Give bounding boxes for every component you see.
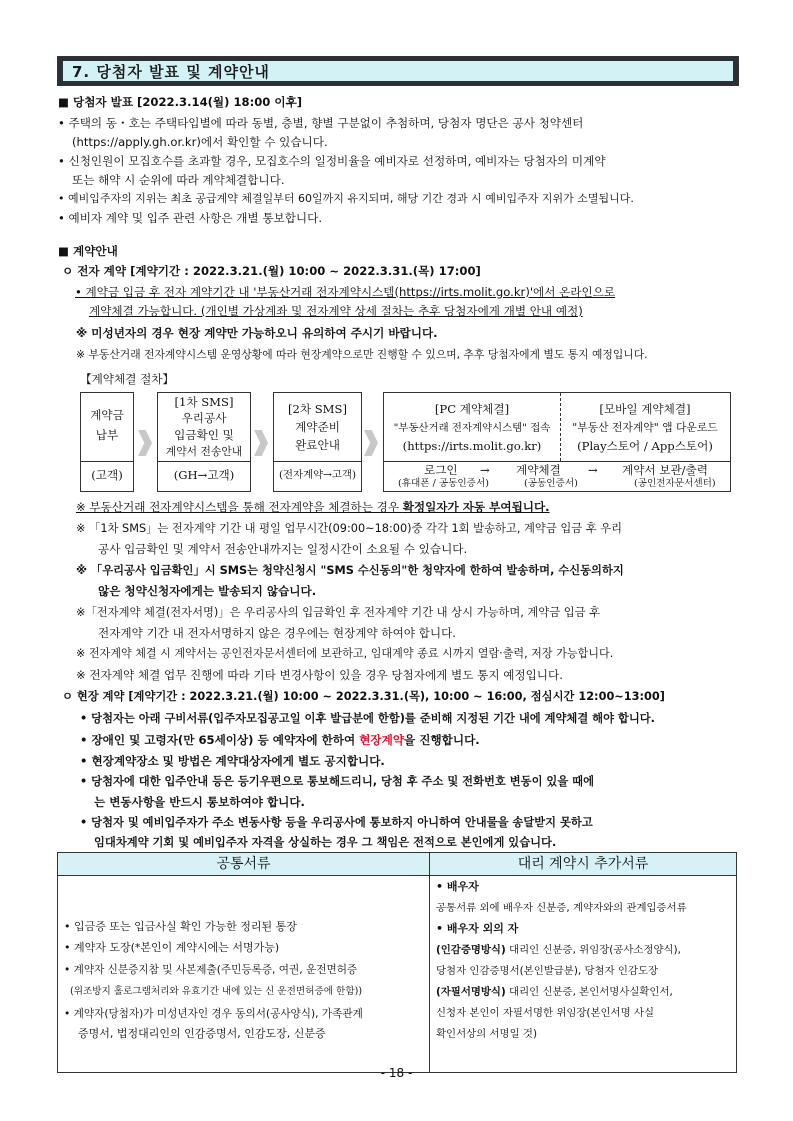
note-sms-consent: 않은 청약신청자에게는 발송되지 않습니다. — [98, 584, 317, 598]
note-sms-consent: ※ 「우리공사 입금확인」시 SMS는 청약신청시 "SMS 수신동의"한 청약자에 한하여 발송하며, 수신동의하지 — [76, 564, 624, 577]
mobile-line: "부동산 전자계약" 앱 다운로드 — [572, 421, 718, 434]
step-sub: (휴대폰 / 공동인증서) — [398, 478, 489, 489]
documents-table — [57, 852, 737, 1073]
mobile-title: [모바일 계약체결] — [599, 402, 691, 416]
seal-method-line: (인감증명방식) 대리인 신분증, 위임장(공사소정양식), — [436, 944, 681, 956]
online-contract-heading: ㅇ 전자 계약 [계약기간 : 2022.3.21.(월) 10:00 ~ 2022.3.31.(목) 17:00] — [62, 264, 481, 278]
list-item: 증명서, 법정대리인의 인감증명서, 인감도장, 신분증 — [78, 1027, 326, 1040]
pc-line: "부동산거래 전자계약시스템" 접속 — [393, 422, 551, 434]
table-header-common: 공통서류 — [58, 853, 430, 876]
common-documents-cell — [58, 876, 430, 1073]
online-line: 계약체결 가능합니다. (개인별 가상계좌 및 전자계약 상세 절차는 추후 당첨자에게 개별 안내 예정) — [89, 304, 583, 318]
announce-line: • 예비입주자의 지위는 최초 공급계약 체결일부터 60일까지 유지되며, 해당 기간 경과 시 예비입주자 지위가 소멸됩니다. — [58, 192, 634, 205]
announce-heading: ■ 당첨자 발표 [2022.3.14(월) 18:00 이후] — [58, 95, 303, 109]
pc-title: [PC 계약체결] — [434, 402, 510, 416]
note-storage: ※ 전자계약 체결 시 계약서는 공인전자문서센터에 보관하고, 임대계약 종료 시까지 열람·출력, 저장 가능합니다. — [76, 647, 614, 660]
page-number: - 18 - — [380, 1066, 413, 1080]
list-item: • 입금증 또는 입금사실 확인 가능한 정리된 통장 — [64, 920, 297, 933]
other-heading: • 배우자 외의 자 — [436, 922, 519, 935]
announce-line: • 신청인원이 모집호수를 초과할 경우, 모집호수의 일정비율을 예비자로 선정하며, 예비자는 당첨자의 미계약 — [58, 154, 606, 168]
system-note: ※ 부동산거래 전자계약시스템 운영상황에 따라 현장계약으로만 진행할 수 있으며, 추후 당첨자에게 별도 통지 예정입니다. — [76, 348, 648, 361]
step-actor: (전자계약→고객) — [278, 469, 357, 481]
mobile-line: (Play스토어 / App스토어) — [577, 439, 713, 453]
list-item: (위조방지 홀로그램처리와 유효기간 내에 있는 신 운전면허증에 한함)) — [70, 986, 363, 997]
step-sub: (공동인증서) — [524, 478, 578, 489]
note-auto-date: ※ 부동산거래 전자계약시스템을 통해 전자계약을 체결하는 경우 확정일자가 자동 부여됩니다. — [76, 500, 550, 514]
procedure-step-deposit — [80, 392, 134, 492]
announce-line: 또는 해약 시 순위에 따라 계약체결합니다. — [72, 173, 285, 187]
step-store: 계약서 보관/출력 — [622, 463, 708, 477]
minor-note: ※ 미성년자의 경우 현장 계약만 가능하오니 유의하여 주시기 바랍니다. — [76, 326, 438, 340]
step-text: [2차 SMS] — [287, 402, 348, 416]
onsite-bullet: • 당첨자 및 예비입주자가 주소 변동사항 등을 우리공사에 통보하지 아니하여 안내물을 송달받지 못하고 — [80, 816, 593, 829]
step-login: 로그인 — [424, 463, 458, 477]
step-text: 납부 — [95, 428, 119, 442]
onsite-bullet: • 장애인 및 고령자(만 65세이상) 등 예약자에 한하여 현장계약을 진행합니다. — [80, 733, 480, 747]
section-title-box — [57, 56, 739, 86]
proxy-documents-cell — [430, 876, 737, 1073]
note-e-sign: 전자계약 기간 내 전자서명하지 않은 경우에는 현장계약 하여야 합니다. — [98, 626, 456, 640]
procedure-step-e-contract — [383, 392, 731, 492]
onsite-contract-heading: ㅇ 현장 계약 [계약기간 : 2022.3.21.(월) 10:00 ~ 2022.3.31.(목), 10:00 ~ 16:00, 점심시간 12:00~13:00] — [62, 690, 665, 703]
arrow-right-icon: → — [480, 463, 490, 477]
note-first-sms: ※ 「1차 SMS」는 전자계약 기간 내 평일 업무시간(09:00~18:00)중 각각 1회 발송하고, 계약금 입금 후 우리 — [76, 522, 623, 535]
list-item: • 계약자(당첨자)가 미성년자인 경우 동의서(공사양식), 가족관계 — [64, 1008, 363, 1020]
self-method-line: 신청자 본인이 자필서명한 위임장(본인서명 사실 — [436, 1007, 655, 1019]
note-changes: ※ 전자계약 체결 업무 진행에 따라 기타 변경사항이 있을 경우 당첨자에게 별도 통지 예정입니다. — [76, 668, 563, 682]
self-method-line: (자필서명방식) 대리인 신분증, 본인서명사실확인서, — [436, 986, 673, 998]
procedure-label: 【계약체결 절차】 — [80, 372, 175, 386]
table-header-proxy: 대리 계약시 추가서류 — [430, 853, 737, 876]
note-e-sign: ※「전자계약 체결(전자서명)」은 우리공사의 입금확인 후 전자계약 기간 내 상시 가능하며, 계약금 입금 후 — [76, 606, 601, 619]
step-text: 계약금 — [90, 408, 124, 422]
seal-method-line: 당첨자 인감증명서(본인발급분), 당첨자 인감도장 — [436, 965, 659, 977]
chevron-right-icon — [138, 430, 152, 456]
onsite-bullet: • 당첨자는 아래 구비서류(입주자모집공고일 이후 발급분에 한함)를 준비해 지정된 기간 내에 계약체결 해야 합니다. — [80, 712, 655, 725]
step-text: 완료안내 — [295, 438, 340, 452]
pc-line: (https://irts.molit.go.kr) — [402, 439, 542, 453]
step-actor: (GH→고객) — [173, 468, 235, 482]
procedure-step-second-sms — [273, 392, 362, 492]
online-line: • 계약금 입금 후 전자 계약기간 내 '부동산거래 전자계약시스템(https://irts.molit.go.kr)'에서 온라인으로 — [75, 285, 616, 299]
announce-line: • 주택의 동・호는 주택타입별에 따라 동별, 층별, 향별 구분없이 추첨하며, 당첨자 명단은 공사 청약센터 — [58, 116, 584, 130]
contract-heading: ■ 계약안내 — [58, 244, 118, 258]
step-text: 우리공사 — [181, 411, 227, 425]
step-text: 계약준비 — [295, 420, 340, 434]
section-title: 7. 당첨자 발표 및 계약안내 — [72, 63, 270, 81]
spouse-heading: • 배우자 — [436, 880, 479, 893]
step-text: 계약서 전송안내 — [165, 445, 243, 458]
onsite-bullet: • 당첨자에 대한 입주안내 등은 등기우편으로 통보해드리니, 당첨 후 주소 및 전화번호 변동이 있을 때에 — [80, 775, 595, 788]
announce-line: • 예비자 계약 및 입주 관련 사항은 개별 통보합니다. — [58, 211, 322, 225]
step-text: [1차 SMS] — [174, 395, 234, 409]
list-item: • 계약자 신분증지참 및 사본제출(주민등록증, 여권, 운전면허증 — [64, 964, 358, 976]
step-actor: (고객) — [91, 468, 123, 482]
step-text: 입금확인 및 — [174, 428, 234, 442]
arrow-right-icon: → — [588, 463, 598, 477]
self-method-line: 확인서상의 서명일 것) — [436, 1028, 537, 1040]
onsite-bullet: • 현장계약장소 및 방법은 계약대상자에게 별도 공지합니다. — [80, 754, 385, 768]
chevron-right-icon — [254, 430, 268, 456]
chevron-right-icon — [364, 430, 378, 456]
spouse-text: 공통서류 외에 배우자 신분증, 계약자와의 관계입증서류 — [436, 902, 687, 914]
step-sub: (공인전자문서센터) — [634, 478, 716, 489]
onsite-bullet: 임대차계약 기회 및 예비입주자 자격을 상실하는 경우 그 책임은 전적으로 본인에게 있습니다. — [94, 836, 557, 849]
list-item: • 계약자 도장(*본인이 계약시에는 서명가능) — [64, 941, 280, 954]
onsite-bullet: 는 변동사항을 반드시 통보하여야 합니다. — [94, 795, 305, 809]
step-sign: 계약체결 — [516, 463, 561, 477]
announce-line: (https://apply.gh.or.kr)에서 확인할 수 있습니다. — [72, 135, 328, 149]
note-first-sms: 공사 입금확인 및 계약서 전송안내까지는 일정시간이 소요될 수 있습니다. — [98, 542, 468, 556]
procedure-step-first-sms — [157, 392, 251, 492]
